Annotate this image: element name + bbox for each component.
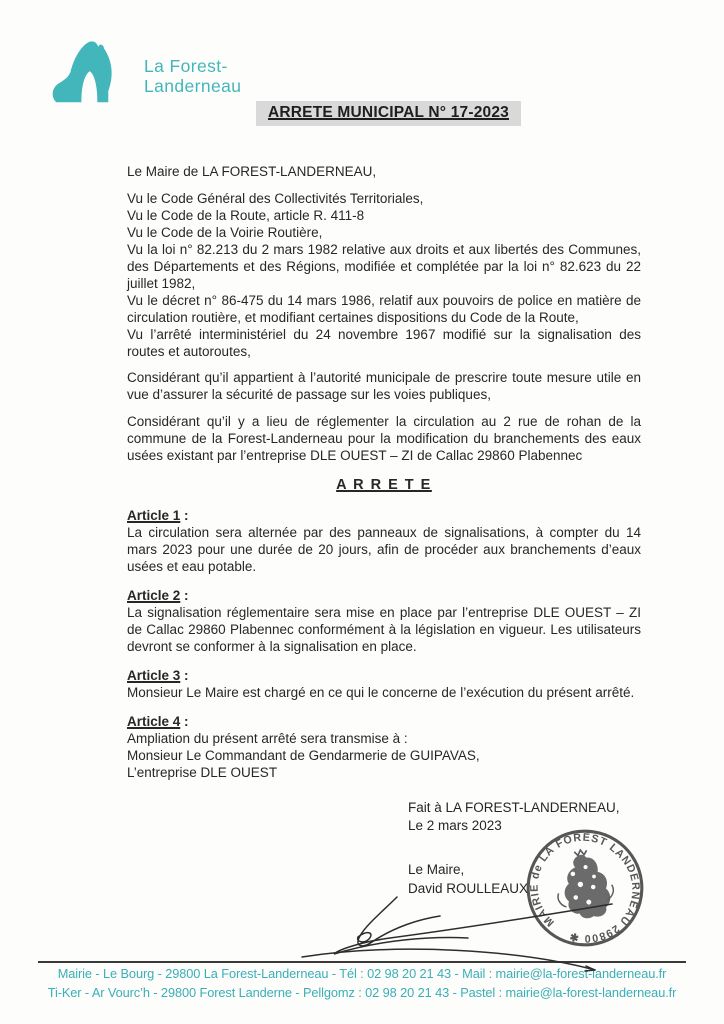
vu-clause: Vu le décret n° 86-475 du 14 mars 1986, relatif aux pouvoirs de police en matière de circulation routière, et modifiant certaines dispositions du Code de la Route, bbox=[127, 293, 641, 325]
article-text: La signalisation réglementaire sera mise en place par l’entreprise DLE OUEST – ZI de Callac 29860 Plabennec conformément à la législation en vigueur. Les utilisateurs devront se conformer à la signalisation en place. bbox=[127, 605, 641, 654]
footer-line-1: Mairie - Le Bourg - 29800 La Forest-Landerneau - Tél : 02 98 20 21 43 - Mail : mairie@la-forest-landerneau.fr bbox=[57, 966, 667, 981]
article-4 bbox=[127, 713, 641, 781]
signer-title: Le Maire, bbox=[408, 862, 465, 877]
document-title: ARRETE MUNICIPAL N° 17-2023 bbox=[268, 104, 509, 121]
footer-line-2: Ti-Ker - Ar Vourc’h - 29800 Forest Landerne - Pellgomz : 02 98 20 21 43 - Pastel : mairie@la-forest-landerneau.fr bbox=[47, 985, 677, 1000]
mayor-signature-icon bbox=[290, 878, 640, 983]
article-text: Monsieur Le Maire est chargé en ce qui le concerne de l’exécution du présent arrêté. bbox=[127, 685, 635, 700]
article-2 bbox=[127, 587, 641, 655]
logo-wordmark-line1: La Forest- bbox=[144, 56, 228, 76]
logo-wordmark-line2: Landerneau bbox=[144, 76, 242, 96]
article-heading: Article 3 : bbox=[127, 668, 189, 683]
considerant: Considérant qu’il y a lieu de réglementer la circulation au 2 rue de rohan de la commune de la Forest-Landerneau pour la modification du branchements des eaux usées existant par l’entreprise DLE OUEST – ZI de Callac 29860 Plabennec bbox=[127, 414, 641, 463]
vu-clause: Vu le Code Général des Collectivités Territoriales, bbox=[127, 191, 424, 206]
vu-clauses bbox=[127, 190, 641, 360]
article-heading: Article 2 : bbox=[127, 588, 189, 603]
decree-heading: A R R E T E bbox=[336, 477, 432, 493]
signer-name: David ROULLEAUX bbox=[408, 880, 529, 896]
considerant: Considérant qu’il appartient à l’autorité municipale de prescrire toute mesure utile en vue d’assurer la sécurité de passage sur les voies publiques, bbox=[127, 370, 641, 402]
title-highlight-bar bbox=[256, 101, 521, 126]
article-1 bbox=[127, 507, 641, 575]
closing-place: Fait à LA FOREST-LANDERNEAU, bbox=[408, 800, 620, 815]
stamp-ring-text: MAIRIE de LA FOREST LANDERNEAU 29800 ✱ bbox=[528, 831, 642, 945]
article-heading: Article 1 : bbox=[127, 508, 189, 523]
article-line: L’entreprise DLE OUEST bbox=[127, 765, 278, 780]
article-3 bbox=[127, 667, 641, 701]
vu-clause: Vu l’arrêté interministériel du 24 novembre 1967 modifié sur la signalisation des routes et autoroutes, bbox=[127, 327, 641, 359]
vu-clause: Vu le Code de la Route, article R. 411-8 bbox=[127, 208, 365, 223]
salutation: Le Maire de LA FOREST-LANDERNEAU, bbox=[127, 164, 377, 179]
article-line: Monsieur Le Commandant de Gendarmerie de GUIPAVAS, bbox=[127, 748, 480, 763]
document-body bbox=[127, 163, 641, 793]
arch-logo-icon bbox=[52, 38, 136, 116]
vu-clause: Vu le Code de la Voirie Routière, bbox=[127, 225, 323, 240]
article-heading: Article 4 : bbox=[127, 714, 189, 729]
town-logo bbox=[52, 38, 241, 116]
article-line: Ampliation du présent arrêté sera transmise à : bbox=[127, 731, 408, 746]
article-text: La circulation sera alternée par des panneaux de signalisations, à compter du 14 mars 2023 pour une durée de 20 jours, afin de procéder aux branchements d’eaux usées et eau potable. bbox=[127, 525, 641, 574]
vu-clause: Vu la loi n° 82.213 du 2 mars 1982 relative aux droits et aux libertés des Communes, des Départements et des Régions, modifiée et complétée par la loi n° 82.623 du 22 juillet 1982, bbox=[127, 242, 641, 291]
closing-date: Le 2 mars 2023 bbox=[408, 818, 502, 833]
